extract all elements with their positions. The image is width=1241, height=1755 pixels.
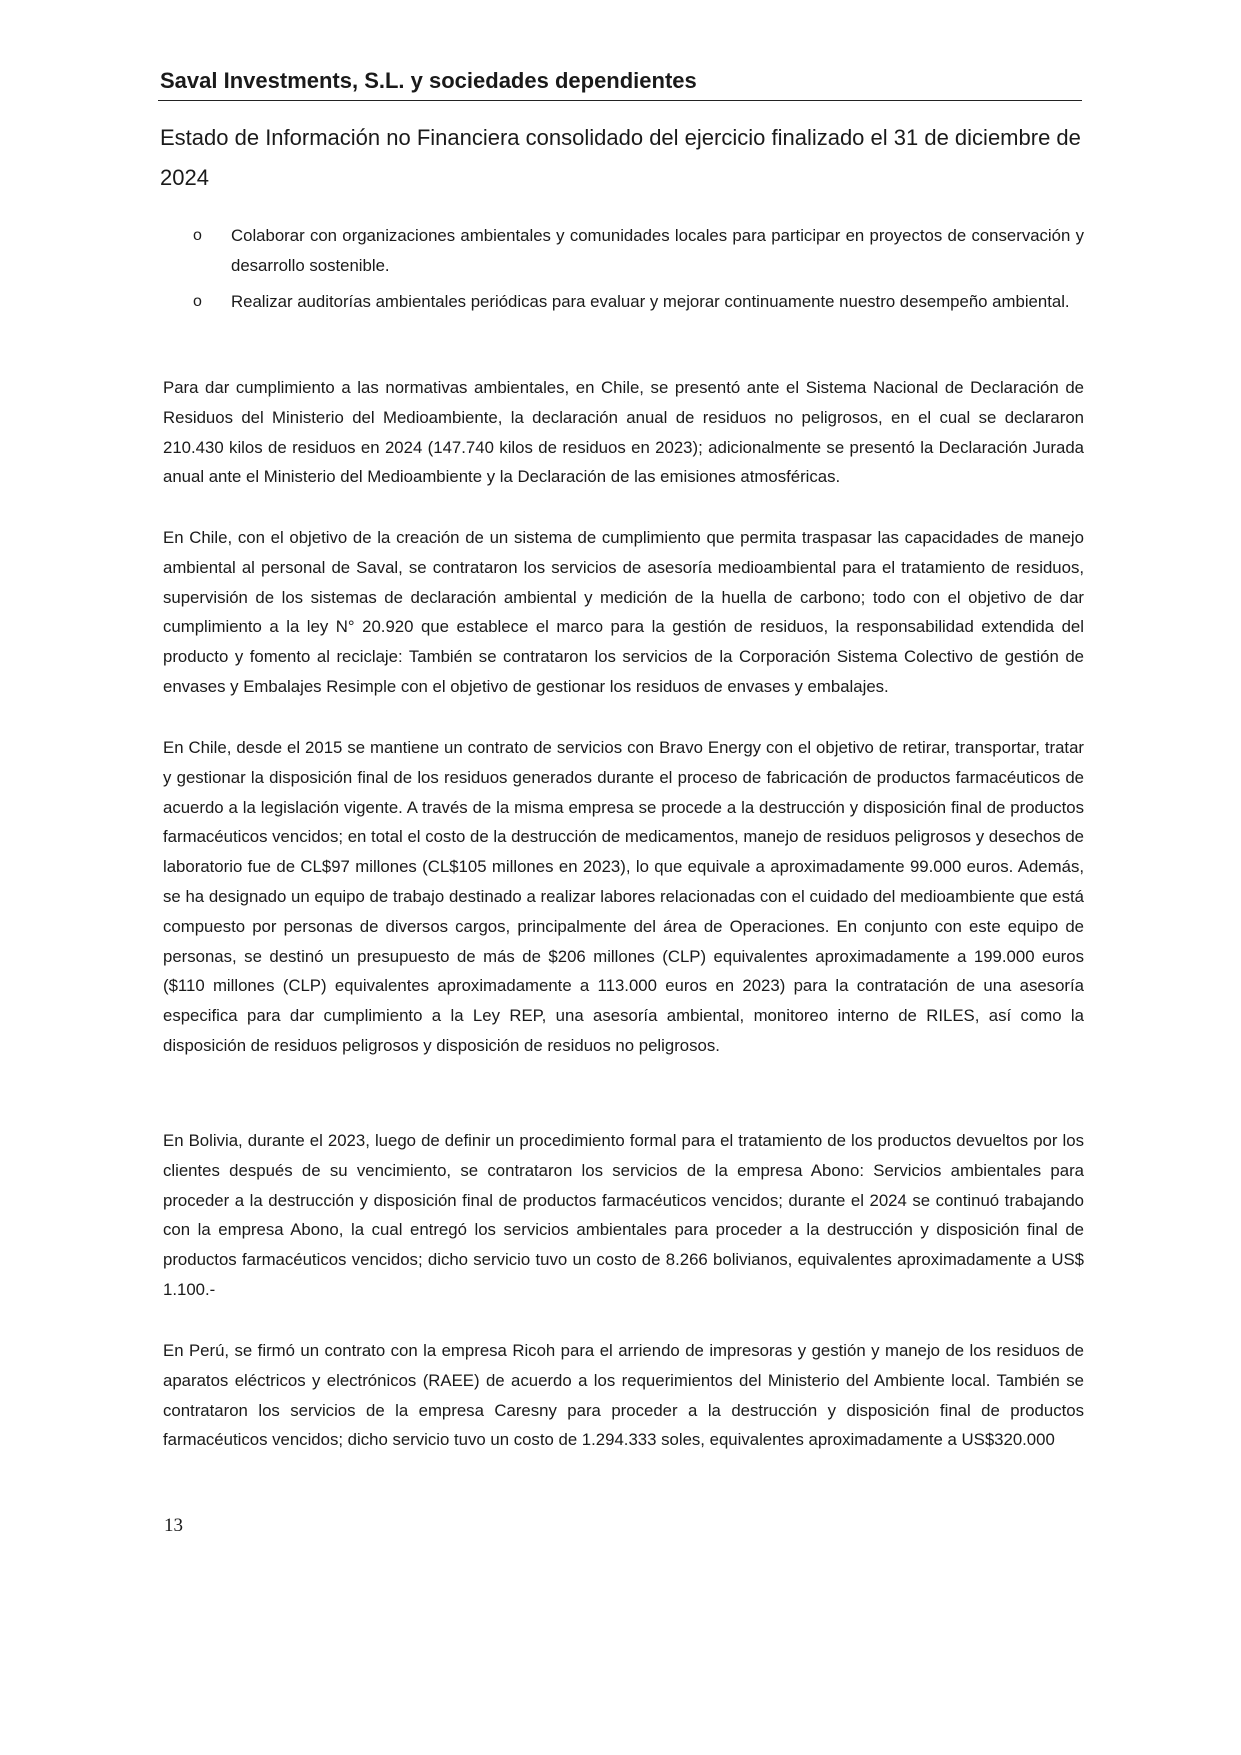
paragraph-chile-compliance: En Chile, con el objetivo de la creación de un sistema de cumplimiento que permita traspasar las capacidades de manejo ambiental al personal de Saval, se contrataron los servicios de asesoría medioambiental para el tratamiento de residuos, supervisión de los sistemas de declaración ambiental y medición de la huella de carbono; todo con el objetivo de dar cumplimiento a la ley N° 20.920 que establece el marco para la gestión de residuos, la responsabilidad extendida del producto y fomento al reciclaje: También se contrataron los servicios de la Corporación Sistema Colectivo de gestión de envases y Embalajes Resimple con el objetivo de gestionar los residuos de envases y embalajes.: [163, 528, 1084, 696]
paragraph-chile-bravo-energy: En Chile, desde el 2015 se mantiene un contrato de servicios con Bravo Energy con el objetivo de retirar, transportar, tratar y gestionar la disposición final de los residuos generados durante el proceso de fabricación de productos farmacéuticos de acuerdo a la legislación vigente. A través de la misma empresa se procede a la destrucción y disposición final de productos farmacéuticos vencidos; en total el costo de la destrucción de medicamentos, manejo de residuos peligrosos y desechos de laboratorio fue de CL$97 millones (CL$105 millones en 2023), lo que equivale a aproximadamente 99.000 euros. Además, se ha designado un equipo de trabajo destinado a realizar labores relacionadas con el cuidado del medioambiente que está compuesto por personas de diversos cargos, principalmente del área de Operaciones. En conjunto con este equipo de personas, se destinó un presupuesto de más de $206 millones (CLP) equivalentes aproximadamente a 199.000 euros ($110 millones (CLP) equivalentes aproximadamente a 113.000 euros en 2023) para la contratación de una asesoría especifica para dar cumplimiento a la Ley REP, una asesoría ambiental, monitoreo interno de RILES, así como la disposición de residuos peligrosos y disposición de residuos no peligrosos.: [163, 738, 1084, 1055]
list-item-text: Colaborar con organizaciones ambientales y comunidades locales para participar en proyectos de conservación y desarrollo sostenible.: [231, 226, 1084, 275]
list-item: [160, 221, 1084, 281]
paragraph-chile-declaration: Para dar cumplimiento a las normativas ambientales, en Chile, se presentó ante el Sistema Nacional de Declaración de Residuos del Ministerio del Medioambiente, la declaración anual de residuos no peligrosos, en el cual se declararon 210.430 kilos de residuos en 2024 (147.740 kilos de residuos en 2023); adicionalmente se presentó la Declaración Jurada anual ante el Ministerio del Medioambiente y la Declaración de las emisiones atmosféricas.: [163, 378, 1084, 487]
bullet-marker: o: [193, 292, 202, 310]
paragraph-bolivia: En Bolivia, durante el 2023, luego de definir un procedimiento formal para el tratamiento de los productos devueltos por los clientes después de su vencimiento, se contrataron los servicios de la empresa Abono: Servicios ambientales para proceder a la destrucción y disposición final de productos farmacéuticos vencidos; durante el 2024 se continuó trabajando con la empresa Abono, la cual entregó los servicios ambientales para proceder a la destrucción y disposición final de productos farmacéuticos vencidos; dicho servicio tuvo un costo de 8.266 bolivianos, equivalentes aproximadamente a US$ 1.100.-: [163, 1131, 1084, 1299]
company-header: Saval Investments, S.L. y sociedades dependientes: [160, 68, 697, 93]
list-item-text: Realizar auditorías ambientales periódicas para evaluar y mejorar continuamente nuestro desempeño ambiental.: [231, 291, 1070, 311]
header-divider: [158, 100, 1082, 101]
bullet-list: [160, 221, 1084, 322]
paragraph-peru: En Perú, se firmó un contrato con la empresa Ricoh para el arriendo de impresoras y gestión y manejo de los residuos de aparatos eléctricos y electrónicos (RAEE) de acuerdo a los requerimientos del Ministerio del Ambiente local. También se contrataron los servicios de la empresa Caresny para proceder a la destrucción y disposición final de productos farmacéuticos vencidos; dicho servicio tuvo un costo de 1.294.333 soles, equivalentes aproximadamente a US$320.000: [163, 1341, 1084, 1450]
bullet-marker: o: [193, 227, 202, 244]
list-item: [160, 287, 1084, 317]
page-number: 13: [164, 1515, 183, 1536]
report-subtitle: Estado de Información no Financiera consolidado del ejercicio finalizado el 31 de diciembre de 2024: [160, 125, 1081, 190]
